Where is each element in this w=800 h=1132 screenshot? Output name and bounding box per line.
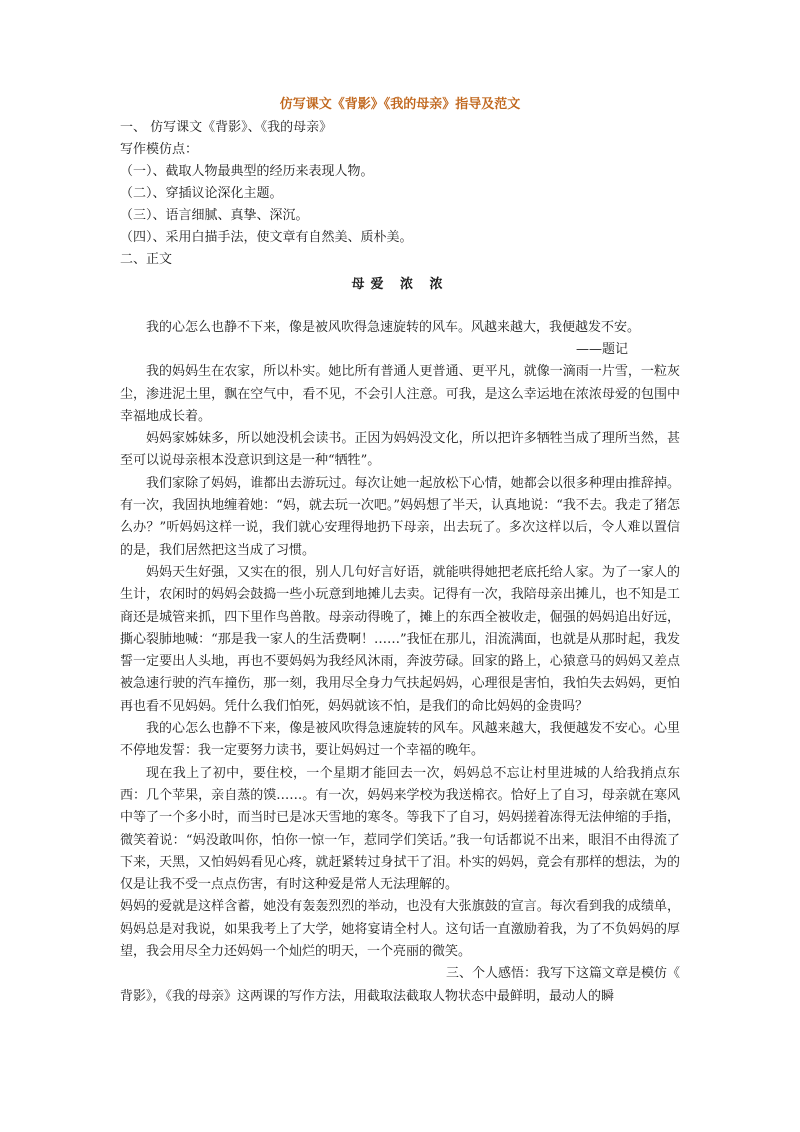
essay-paragraph: 我的心怎么也静不下来，像是被风吹得急速旋转的风车。风越来越大，我便越发不安心。心里不停地发誓：我一定要努力读书，要让妈妈过一个幸福的晚年。	[120, 721, 680, 759]
essay-paragraph: 我的妈妈生在农家，所以朴实。她比所有普通人更普通、更平凡，就像一滴雨一片雪，一粒灰尘，渗进泥土里，飘在空气中，看不见，不会引人注意。可我，是这么幸运地在浓浓母爱的包围中幸福地成长着。	[120, 364, 680, 424]
point-item: （三）、语言细腻、真挚、深沉。	[120, 208, 309, 223]
points-label: 写作模仿点：	[120, 142, 199, 157]
essay-paragraph: 妈妈家姊妹多，所以她没机会读书。正因为妈妈没文化，所以把许多牺牲当成了理所当然，甚至可以说母亲根本没意识到这是一种“牺牲”。	[120, 431, 680, 469]
essay-title: 母爱 浓 浓	[351, 277, 449, 292]
essay-paragraph: 妈妈天生好强，又实在的很，别人几句好言好语，就能哄得她把老底托给人家。为了一家人的生计，农闲时的妈妈会鼓捣一些小玩意到地摊儿去卖。记得有一次，我陪母亲出摊儿，也不知是工商还是城管来抓，四下里作鸟兽散。母亲动得晚了，摊上的东西全被收走，倔强的妈妈追出好远，撕心裂肺地喊：“那是我一家人的生活费啊！……”我怔在那儿，泪流满面，也就是从那时起，我发誓一定要出人头地，再也不要妈妈为我经风沐雨，奔波劳碌。回家的路上，心猿意马的妈妈又差点被急速行驶的汽车撞伤，那一刻，我用尽全身力气扶起妈妈，心理很是害怕，我怕失去妈妈，更怕再也看不见妈妈。凭什么我们怕死，妈妈就该不怕，是我们的命比妈妈的金贵吗？	[120, 564, 680, 714]
document-title: 仿写课文《背影》《我的母亲》指导及范文	[279, 97, 521, 112]
essay-paragraph: 我们家除了妈妈，谁都出去游玩过。每次让她一起放松下心情，她都会以很多种理由推辞掉。有一次，我固执地缠着她：“妈，就去玩一次吧。”妈妈想了半天，认真地说：“我不去。我走了猪怎么办？”听妈妈这样一说，我们就心安理得地扔下母亲，出去玩了。多次这样以后，令人难以置信的是，我们居然把这当成了习惯。	[120, 475, 680, 558]
section1-heading: 一、 仿写课文《背影》、《我的母亲》	[120, 120, 333, 135]
epigraph: 我的心怎么也静不下来，像是被风吹得急速旋转的风车。风越来越大，我便越发不安。	[146, 320, 641, 335]
document-body	[120, 94, 680, 1008]
reflection-heading: 三、个人感悟：我写下这篇文章是模仿《	[445, 966, 680, 982]
point-item: （二）、穿插议论深化主题。	[120, 186, 283, 201]
epigraph-signature: ——题记	[575, 342, 628, 358]
point-item: （四）、采用白描手法，使文章有自然美、质朴美。	[120, 230, 413, 245]
section2-heading: 二、正文	[120, 252, 173, 267]
point-item: （一）、截取人物最典型的经历来表现人物。	[120, 164, 374, 179]
reflection-text: 背影》，《我的母亲》这两课的写作方法，用截取法截取人物状态中最鲜明，最动人的瞬	[120, 988, 615, 1004]
essay-paragraph: 现在我上了初中，要住校，一个星期才能回去一次，妈妈总不忘让村里进城的人给我捎点东西：几个苹果，亲自蒸的馍……。有一次，妈妈来学校为我送棉衣。恰好上了自习，母亲就在寒风中等了一个多小时，而当时已是冰天雪地的寒冬。等我下了自习，妈妈搓着冻得无法伸缩的手指，微笑着说：“妈没敢叫你，怕你一惊一乍，惹同学们笑话。”我一句话都说不出来，眼泪不由得流了下来，天黑，又怕妈妈看见心疼，就赶紧转过身拭干了泪。朴实的妈妈，竟会有那样的想法，为的仅是让我不受一点点伤害，有时这种爱是常人无法理解的。	[120, 765, 680, 893]
closing-paragraph: 妈妈的爱就是这样含蓄，她没有轰轰烈烈的举动，也没有大张旗鼓的宣言。每次看到我的成绩单，妈妈总是对我说，如果我考上了大学，她将宴请全村人。这句话一直激励着我，为了不负妈妈的厚望，我会用尽全力还妈妈一个灿烂的明天，一个亮丽的微笑。	[120, 899, 680, 960]
